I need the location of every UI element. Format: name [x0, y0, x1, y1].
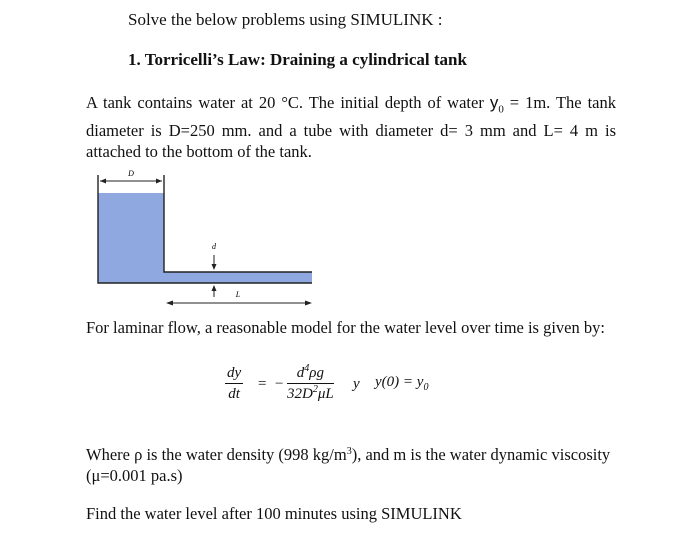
y0-symbol: y: [489, 93, 499, 112]
lhs-denominator: dt: [228, 386, 240, 402]
lhs-fraction: [225, 365, 243, 403]
rhs-den-b: μL: [317, 386, 334, 402]
intro-part1: A tank contains water at 20 °C. The initial depth of water: [86, 93, 490, 112]
rhs-den-exp: 2: [312, 384, 318, 395]
tank-water: [98, 193, 312, 283]
length-arrowhead-right: [305, 301, 312, 306]
heading: Solve the below problems using SIMULINK :: [128, 10, 443, 29]
rhs-den-a: 32D: [287, 386, 313, 402]
diameter-arrowhead-left: [100, 179, 106, 184]
rhs-numerator: [287, 365, 334, 384]
intro-part2: = 1m. The tank diameter is D=250 mm. and a tube with diameter d= 3 mm and L= 4 m is attached to the bottom of the tank.: [86, 93, 616, 162]
initial-condition: [375, 374, 428, 393]
d-arrowhead-bottom: [212, 285, 217, 291]
where-paragraph: [86, 444, 626, 486]
d-arrowhead-top: [212, 264, 217, 270]
lhs-numerator: dy: [225, 365, 243, 384]
where-part2: ), and m is the water dynamic viscosity (μ=0.001 pa.s): [86, 445, 611, 485]
rhs-denominator: [287, 384, 334, 403]
label-d: d: [212, 242, 216, 251]
rhs-num-exp: 4: [304, 363, 310, 374]
where-part1: Where ρ is the water density (998 kg/m: [86, 445, 347, 464]
label-D: D: [128, 169, 134, 178]
governing-equation: [225, 365, 485, 415]
intro-paragraph: [86, 92, 616, 162]
problem-number: 1.: [128, 50, 141, 69]
initial-condition-text: y(0) = y: [375, 374, 424, 390]
length-arrowhead-left: [166, 301, 173, 306]
tank-diagram: [90, 165, 330, 310]
initial-condition-sub: 0: [423, 382, 429, 393]
rhs-num-rest: ρg: [309, 365, 324, 381]
label-L: L: [235, 290, 241, 299]
rhs-fraction: [287, 365, 334, 403]
problem-title: [128, 50, 467, 70]
rhs-num-d: d: [296, 365, 305, 381]
rhs-tail: y: [353, 376, 360, 392]
minus-sign: −: [275, 376, 284, 392]
diameter-arrowhead-right: [156, 179, 162, 184]
tank-pipe-wall: [164, 175, 312, 272]
y0-subscript: 0: [498, 103, 504, 116]
find-text: Find the water level after 100 minutes using SIMULINK: [86, 504, 462, 523]
where-exp: 3: [346, 446, 352, 457]
equals-sign: =: [258, 376, 267, 392]
problem-title-text: Torricelli’s Law: Draining a cylindrical tank: [144, 50, 467, 69]
laminar-text: For laminar flow, a reasonable model for the water level over time is given by:: [86, 318, 605, 337]
